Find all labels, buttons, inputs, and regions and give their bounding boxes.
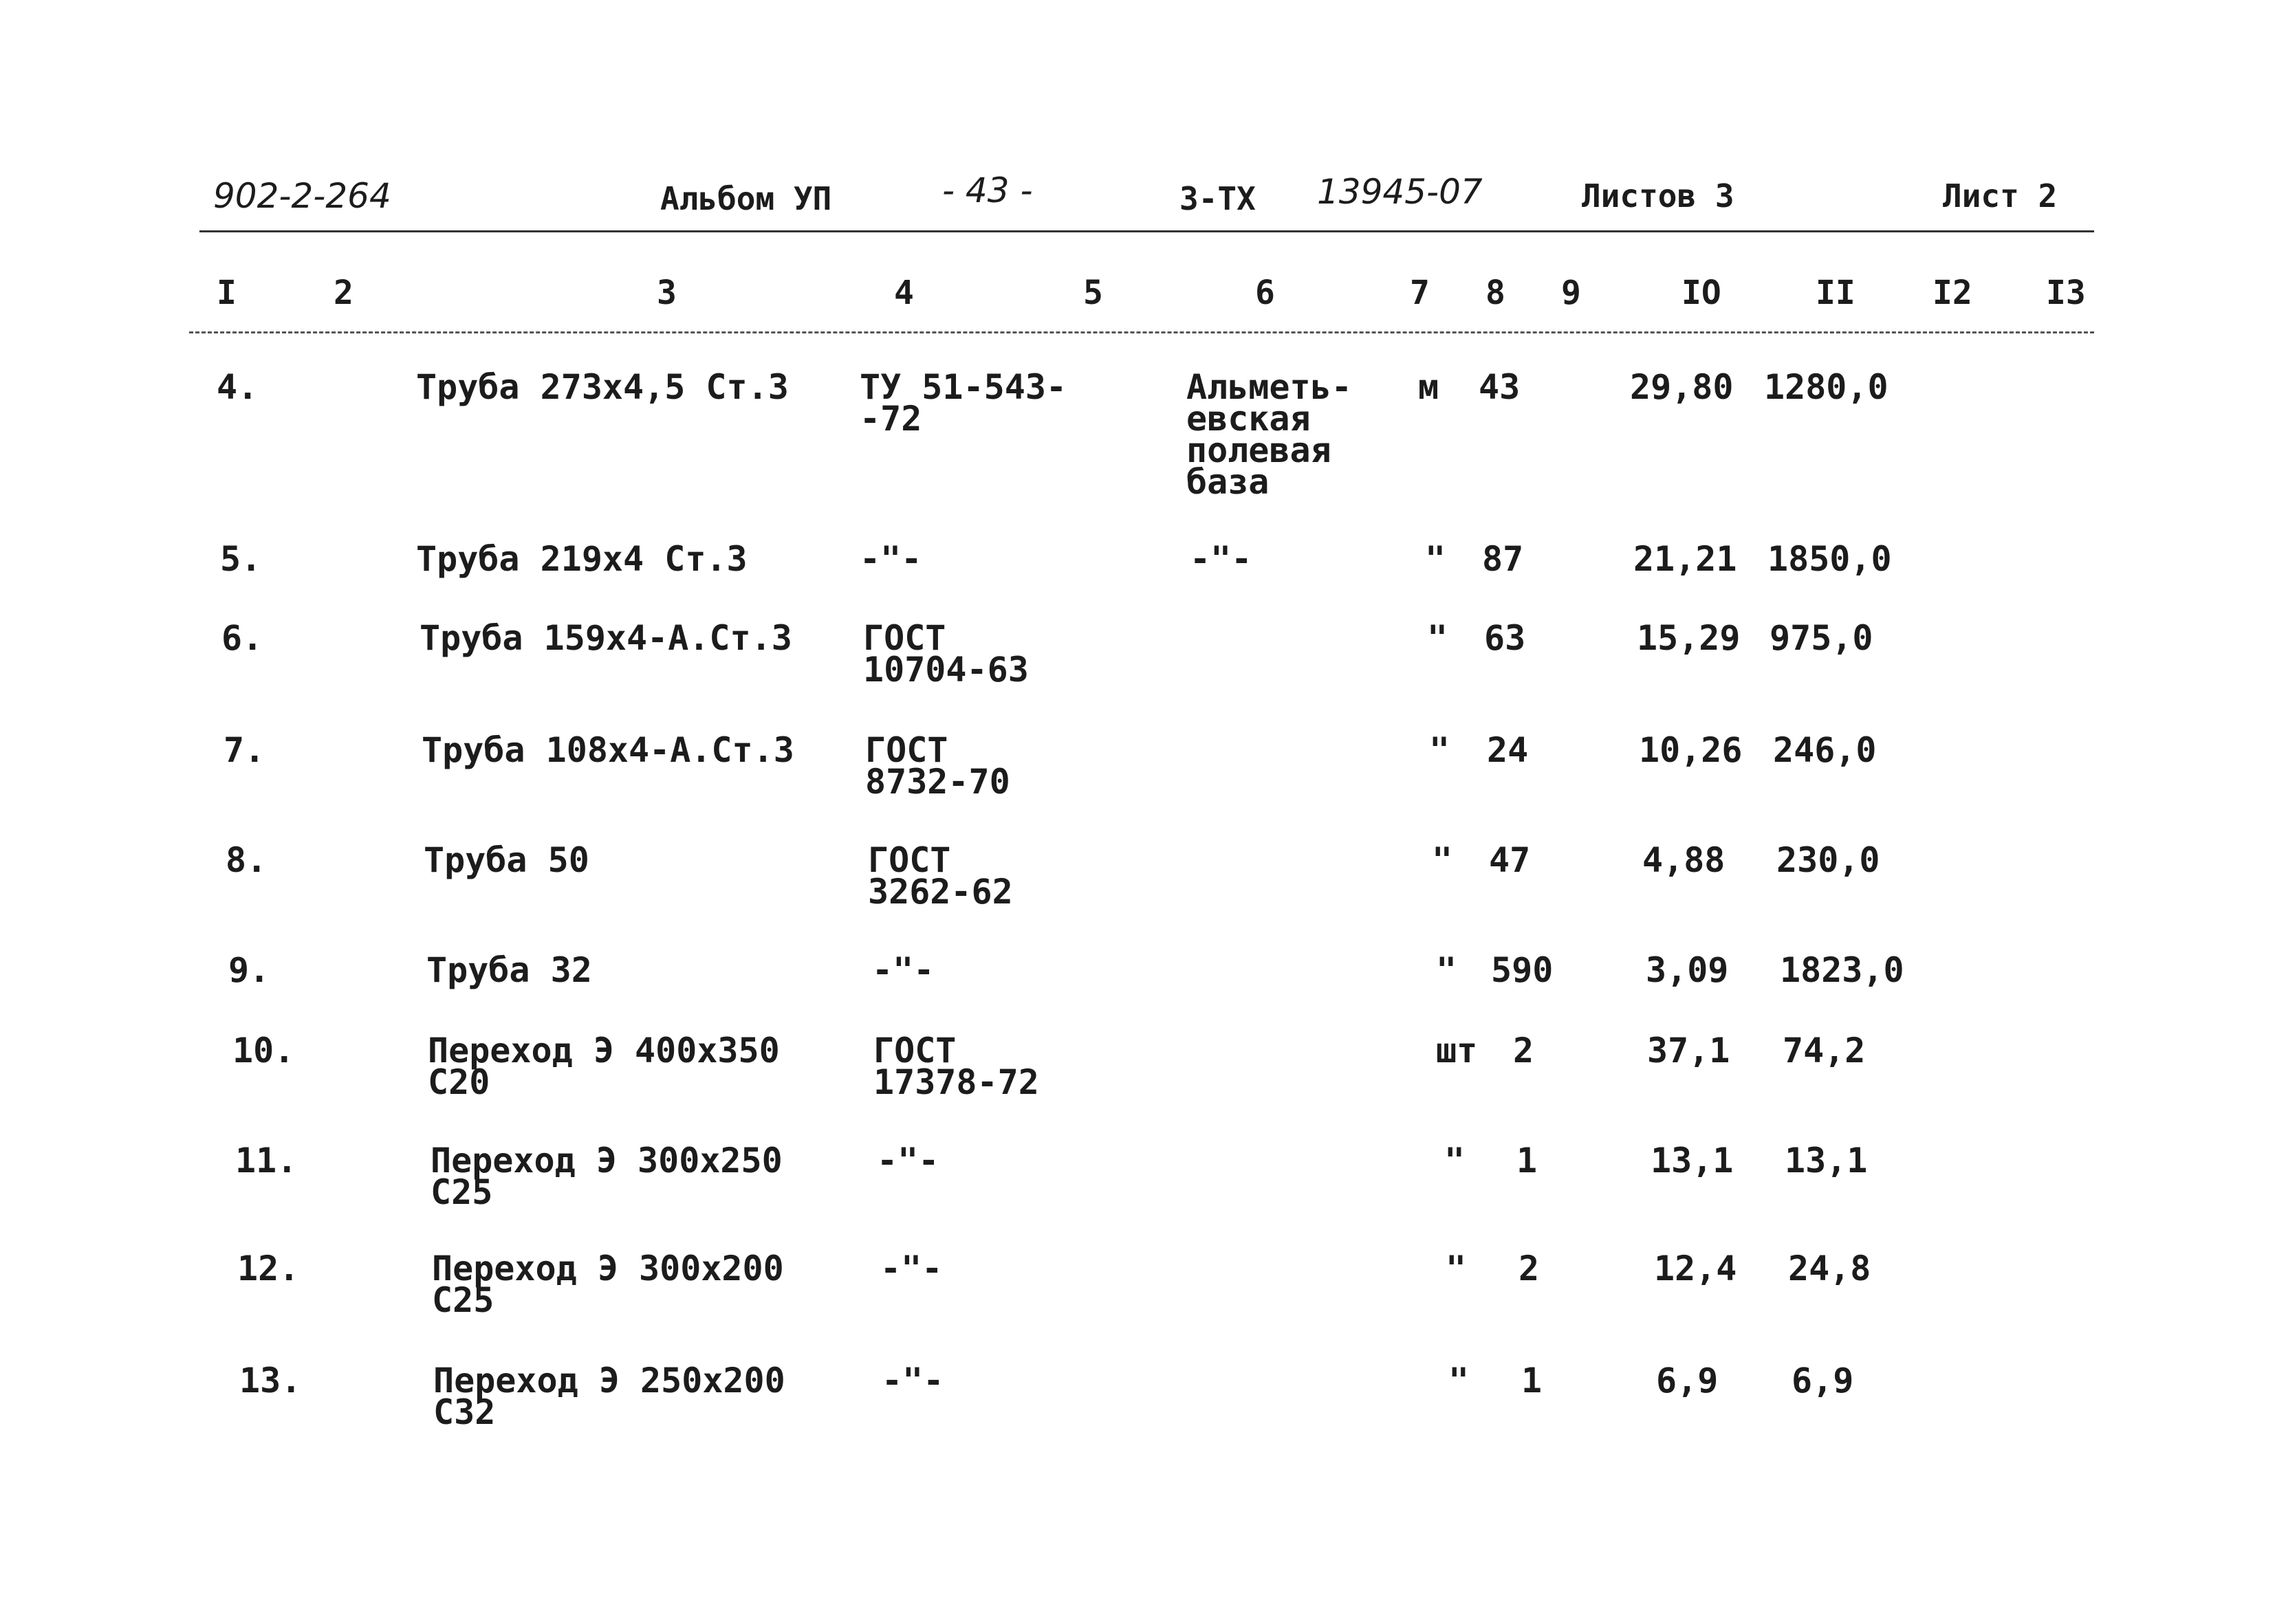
quantity: 43	[1479, 367, 1521, 407]
total-mass: 1850,0	[1767, 539, 1892, 579]
standard-doc: ГОСТ 3262-62	[868, 840, 1013, 912]
album-label: Альбом УП	[660, 180, 832, 217]
row-number: 6.	[221, 618, 263, 658]
header-rule	[199, 230, 2094, 232]
standard-doc: -"-	[882, 1361, 944, 1401]
column-number: 4	[894, 274, 914, 312]
column-number: 5	[1083, 274, 1103, 312]
total-mass: 230,0	[1776, 840, 1880, 880]
item-name: Труба 219х4 Ст.3	[416, 539, 748, 579]
quantity: 1	[1521, 1361, 1543, 1401]
item-name: Переход Э 300х200 С25	[432, 1249, 784, 1320]
total-mass: 74,2	[1783, 1031, 1866, 1071]
column-number: 8	[1485, 274, 1505, 312]
unit-mass: 29,80	[1630, 367, 1734, 407]
standard-doc: -"-	[880, 1249, 943, 1288]
row-number: 5.	[220, 539, 262, 579]
unit-mass: 3,09	[1646, 950, 1729, 990]
row-number: 13.	[239, 1361, 302, 1401]
standard-doc: ГОСТ 10704-63	[863, 618, 1029, 690]
row-number: 8.	[226, 840, 268, 880]
column-number: 3	[657, 274, 677, 312]
item-name: Труба 50	[424, 840, 589, 880]
page-number: - 43 -	[942, 171, 1033, 210]
quantity: 24	[1487, 730, 1529, 770]
unit: "	[1429, 730, 1450, 770]
quantity: 47	[1489, 840, 1531, 880]
column-number: IO	[1681, 274, 1721, 312]
row-number: 7.	[224, 730, 265, 770]
project-code: 902-2-264	[213, 176, 391, 216]
section-code: 3-ТХ	[1179, 180, 1256, 217]
total-mass: 975,0	[1770, 618, 1873, 658]
column-number: 6	[1255, 274, 1275, 312]
unit: м	[1418, 367, 1439, 407]
item-name: Труба 32	[426, 950, 592, 990]
quantity: 590	[1491, 950, 1554, 990]
inventory-number: 13945-07	[1317, 172, 1483, 212]
column-header-rule	[189, 331, 2094, 333]
column-number: 2	[334, 274, 353, 312]
total-mass: 13,1	[1785, 1141, 1868, 1181]
unit-mass: 21,21	[1633, 539, 1737, 579]
item-name: Труба 273х4,5 Ст.3	[416, 367, 789, 407]
unit: "	[1444, 1141, 1466, 1181]
unit-mass: 15,29	[1637, 618, 1741, 658]
supplier: -"-	[1190, 539, 1252, 579]
row-number: 10.	[232, 1031, 295, 1071]
row-number: 9.	[228, 950, 270, 990]
column-number: I3	[2046, 274, 2086, 312]
unit-mass: 6,9	[1656, 1361, 1719, 1401]
item-name: Труба 159х4-А.Ст.3	[420, 618, 792, 658]
standard-doc: ГОСТ 8732-70	[865, 730, 1010, 802]
sheets-total: Листов 3	[1582, 177, 1734, 215]
total-mass: 1280,0	[1764, 367, 1888, 407]
item-name: Переход Э 400х350 С20	[428, 1031, 780, 1102]
unit-mass: 12,4	[1654, 1249, 1737, 1288]
total-mass: 246,0	[1773, 730, 1877, 770]
standard-doc: ГОСТ 17378-72	[873, 1031, 1039, 1102]
row-number: 11.	[235, 1141, 298, 1181]
standard-doc: -"-	[872, 950, 935, 990]
total-mass: 6,9	[1792, 1361, 1854, 1401]
standard-doc: -"-	[877, 1141, 939, 1181]
item-name: Переход Э 300х250 С25	[431, 1141, 783, 1212]
sheet-number: Лист 2	[1943, 177, 2058, 215]
unit-mass: 10,26	[1639, 730, 1743, 770]
column-number: I	[217, 274, 237, 312]
unit-mass: 13,1	[1651, 1141, 1734, 1181]
standard-doc: ТУ 51-543- -72	[860, 367, 1067, 439]
quantity: 63	[1484, 618, 1526, 658]
unit: "	[1432, 840, 1453, 880]
column-number: 9	[1561, 274, 1581, 312]
total-mass: 24,8	[1788, 1249, 1871, 1288]
item-name: Труба 108х4-А.Ст.3	[422, 730, 794, 770]
quantity: 87	[1482, 539, 1524, 579]
unit-mass: 4,88	[1642, 840, 1726, 880]
unit: "	[1446, 1249, 1467, 1288]
unit: "	[1425, 539, 1446, 579]
quantity: 1	[1516, 1141, 1538, 1181]
quantity: 2	[1513, 1031, 1534, 1071]
row-number: 4.	[217, 367, 259, 407]
item-name: Переход Э 250х200 С32	[433, 1361, 785, 1432]
total-mass: 1823,0	[1780, 950, 1904, 990]
unit: "	[1448, 1361, 1470, 1401]
column-number: I2	[1933, 274, 1972, 312]
unit: шт	[1436, 1031, 1478, 1071]
unit: "	[1427, 618, 1448, 658]
column-number: 7	[1410, 274, 1430, 312]
unit: "	[1436, 950, 1457, 990]
column-number: II	[1816, 274, 1855, 312]
unit-mass: 37,1	[1647, 1031, 1730, 1071]
row-number: 12.	[237, 1249, 300, 1288]
quantity: 2	[1519, 1249, 1540, 1288]
standard-doc: -"-	[860, 539, 922, 579]
supplier: Альметь- евская полевая база	[1186, 367, 1352, 502]
